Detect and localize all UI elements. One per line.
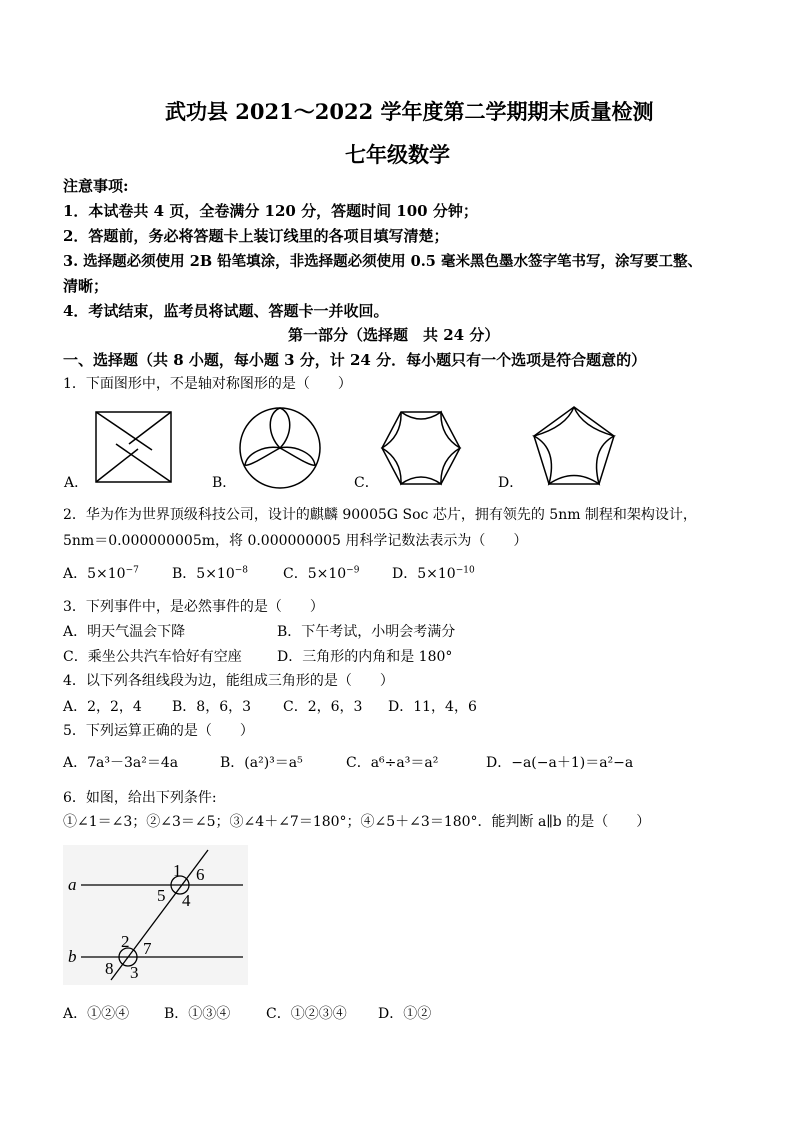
- q1-stem: 1．下面图形中，不是轴对称图形的是（ ）: [63, 376, 352, 392]
- q5-stem: 5．下列运算正确的是（ ）: [63, 723, 254, 739]
- q1-label-c: C．: [354, 475, 379, 491]
- section-heading: 一、选择题（共 8 小题，每小题 3 分，计 24 分．每小题只有一个选项是符合题意的）: [63, 351, 647, 369]
- exam-title: 武功县 2021～2022 学年度第二学期期末质量检测: [165, 99, 654, 124]
- q4-option-c: C．2，6，3: [283, 699, 363, 715]
- q2-option-d: D．$5\times 10^{-10}$: [392, 565, 475, 582]
- q1-label-a: A．: [64, 475, 89, 491]
- notes-heading: 注意事项:: [63, 177, 129, 195]
- exam-subtitle: 七年级数学: [345, 142, 450, 167]
- note-item-3-cont: 清晰；: [63, 277, 109, 295]
- q3-option-c: C．乘坐公共汽车恰好有空座: [63, 649, 242, 665]
- q4-option-a: A．2，2，4: [63, 699, 142, 715]
- q3-stem: 3．下列事件中，是必然事件的是（ ）: [63, 599, 324, 615]
- q5-option-d: D．−a(−a＋1)＝a²−a: [486, 755, 634, 771]
- q2-stem: 2．华为作为世界顶级科技公司，设计的麒麟 90005G Soc 芯片，拥有领先的 5nm 制程和架构设计，: [63, 507, 697, 523]
- q6-angle-7: 7: [143, 939, 152, 958]
- q1-figure-d: [532, 405, 616, 487]
- q3-option-b: B．下午考试，小明会考满分: [277, 624, 456, 640]
- q6-angle-6: 6: [196, 865, 205, 884]
- q6-angle-8: 8: [105, 959, 114, 978]
- q1-figure-c: [380, 410, 462, 486]
- q4-option-d: D．11，4，6: [388, 699, 477, 715]
- q6-angle-3: 3: [130, 963, 139, 982]
- q2-option-b: B．$5\times 10^{-8}$: [172, 565, 249, 582]
- q6-option-b: B．①③④: [164, 1006, 231, 1022]
- q6-angle-2: 2: [121, 932, 130, 951]
- q6-option-d: D．①②: [378, 1006, 432, 1022]
- note-item-2: 2．答题前，务必将答题卡上装订线里的各项目填写清楚；: [63, 227, 449, 245]
- q5-option-b: B．(a²)³＝a⁵: [220, 755, 303, 771]
- q1-figure-b: [237, 405, 323, 491]
- q6-parallel-lines-figure: [63, 845, 248, 985]
- q3-option-a: A．明天气温会下降: [63, 624, 186, 640]
- q5-option-c: C．a⁶÷a³＝a²: [346, 755, 439, 771]
- note-item-1: 1．本试卷共 4 页，全卷满分 120 分，答题时间 100 分钟；: [63, 202, 478, 220]
- q6-option-a: A．①②④: [63, 1006, 130, 1022]
- q6-label-a: a: [68, 875, 77, 894]
- q6-angle-4: 4: [182, 891, 191, 910]
- q6-angle-5: 5: [157, 886, 166, 905]
- q6-stem: 6．如图，给出下列条件:: [63, 790, 217, 806]
- note-item-3: 3. 选择题必须使用 2B 铅笔填涂，非选择题必须使用 0.5 毫米黑色墨水签字笔书写，涂写要工整、: [63, 253, 702, 270]
- q6-conditions: ①∠1＝∠3；②∠3＝∠5；③∠4＋∠7＝180°；④∠5＋∠3＝180°．能判断 a∥b 的是（ ）: [63, 814, 651, 830]
- q1-label-b: B．: [212, 475, 237, 491]
- q4-option-b: B．8，6，3: [172, 699, 252, 715]
- q1-label-d: D．: [498, 475, 524, 491]
- part1-heading: 第一部分（选择题 共 24 分）: [288, 326, 500, 344]
- q1-figure-a: [94, 410, 174, 485]
- q4-stem: 4．以下列各组线段为边，能组成三角形的是（ ）: [63, 673, 394, 689]
- q3-option-d: D．三角形的内角和是 180°: [277, 649, 453, 665]
- q6-angle-1: 1: [173, 861, 182, 880]
- q5-option-a: A．7a³－3a²＝4a: [63, 755, 179, 771]
- q2-option-c: C．$5\times 10^{-9}$: [283, 565, 360, 582]
- q2-option-a: A．$5\times 10^{-7}$: [63, 565, 139, 582]
- q6-option-c: C．①②③④: [266, 1006, 347, 1022]
- q2-stem-2: 5nm＝0.000000005m，将 0.000000005 用科学记数法表示为（ ）: [63, 533, 528, 549]
- q6-label-b: b: [68, 947, 77, 966]
- note-item-4: 4．考试结束，监考员将试题、答题卡一并收回。: [63, 302, 389, 320]
